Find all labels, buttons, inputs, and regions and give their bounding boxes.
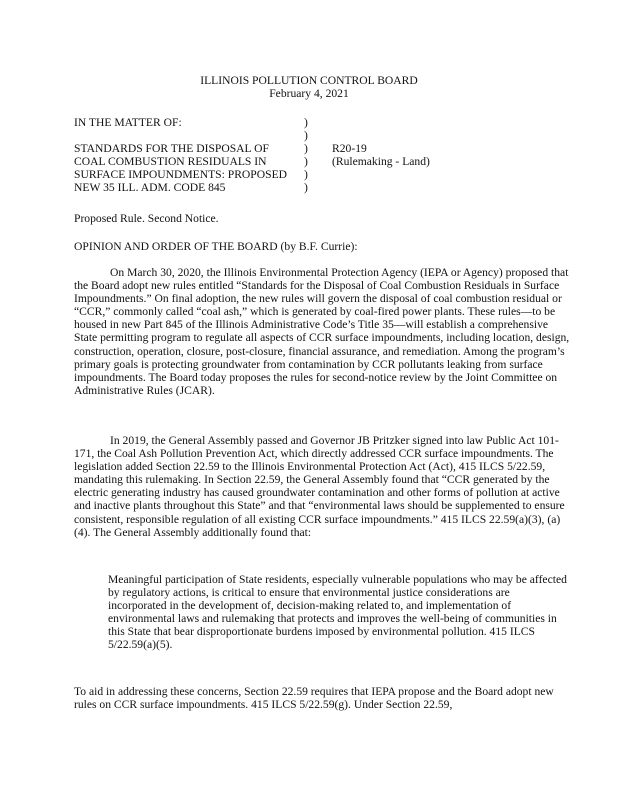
caption-paren: ) — [304, 142, 308, 155]
agency-heading: ILLINOIS POLLUTION CONTROL BOARD — [200, 74, 418, 87]
caption-paren: ) — [304, 168, 308, 181]
caption-paren: ) — [304, 181, 308, 194]
caption-paren: ) — [304, 129, 308, 142]
paragraph-text: On March 30, 2020, the Illinois Environmental Protection Agency (IEPA or Agency) proposed that the Board adopt new rules entitled “Standards for the Disposal of Coal Combustion Residuals in Surface Impoundments.” On final adoption, the new rules will govern the disposal of coal combustion residual or “CCR,” commonly called “coal ash,” which is generated by coal-fired power plants. These rules—to be housed in new Part 845 of the Illinois Administrative Code’s Title 35—will establish a comprehensive State permitting program to regulate all aspects of CCR surface impoundments, including location, design, construction, operation, closure, post-closure, financial assurance, and remediation. Among the program’s primary goals is protecting groundwater from contamination by CCR pollutants leaking from surface impoundments. The Board today proposes the rules for second-notice review by the Joint Committee on Administrative Rules (JCAR). — [74, 266, 570, 397]
caption-paren: ) — [304, 116, 308, 129]
paragraph-text: In 2019, the General Assembly passed and Governor JB Pritzker signed into law Public Act 101-171, the Coal Ash Pollution Prevention Act, which directly addressed CCR surface impoundments. The legislation added Section 22.59 to the Illinois Environmental Protection Act (Act), 415 ILCS 5/22.59, mandating this rulemaking. In Section 22.59, the General Assembly found that “CCR generated by the electric generating industry has caused groundwater contamination and other forms of pollution at active and inactive plants throughout this State” and that “environmental laws should be supplemented to ensure consistent, responsible regulation of all existing CCR surface impoundments.” 415 ILCS 22.59(a)(3), (a)(4). The General Assembly additionally found that: — [74, 434, 565, 539]
caption-matter-of: IN THE MATTER OF: — [74, 116, 182, 129]
body-paragraph — [74, 434, 574, 539]
body-paragraph — [74, 685, 574, 711]
docket-number: R20-19 — [332, 142, 367, 155]
block-quote — [108, 573, 568, 652]
document-date: February 4, 2021 — [269, 87, 349, 100]
caption-title-line: STANDARDS FOR THE DISPOSAL OF — [74, 142, 269, 155]
caption-title-line: COAL COMBUSTION RESIDUALS IN — [74, 155, 267, 168]
block-quote-text: Meaningful participation of State residents, especially vulnerable populations who may be affected by regulatory actions, is critical to ensure that environmental justice considerations are incorporated in the development of, decision-making related to, and implementation of environmental laws and rulemaking that protects and improves the well-being of communities in this State that bear disproportionate burdens imposed by environmental pollution. 415 ILCS 5/22.59(a)(5). — [108, 573, 567, 652]
caption-title-line: SURFACE IMPOUNDMENTS: PROPOSED — [74, 168, 288, 181]
caption-title-line: NEW 35 ILL. ADM. CODE 845 — [74, 181, 226, 194]
notice-line: Proposed Rule. Second Notice. — [74, 212, 219, 225]
body-paragraph — [74, 266, 574, 397]
caption-paren: ) — [304, 155, 308, 168]
paragraph-text: To aid in addressing these concerns, Section 22.59 requires that IEPA propose and the Board adopt new rules on CCR surface impoundments. 415 ILCS 5/22.59(g). Under Section 22.59, — [74, 685, 554, 712]
docket-type: (Rulemaking - Land) — [332, 155, 430, 168]
opinion-heading: OPINION AND ORDER OF THE BOARD (by B.F. Currie): — [74, 240, 358, 253]
